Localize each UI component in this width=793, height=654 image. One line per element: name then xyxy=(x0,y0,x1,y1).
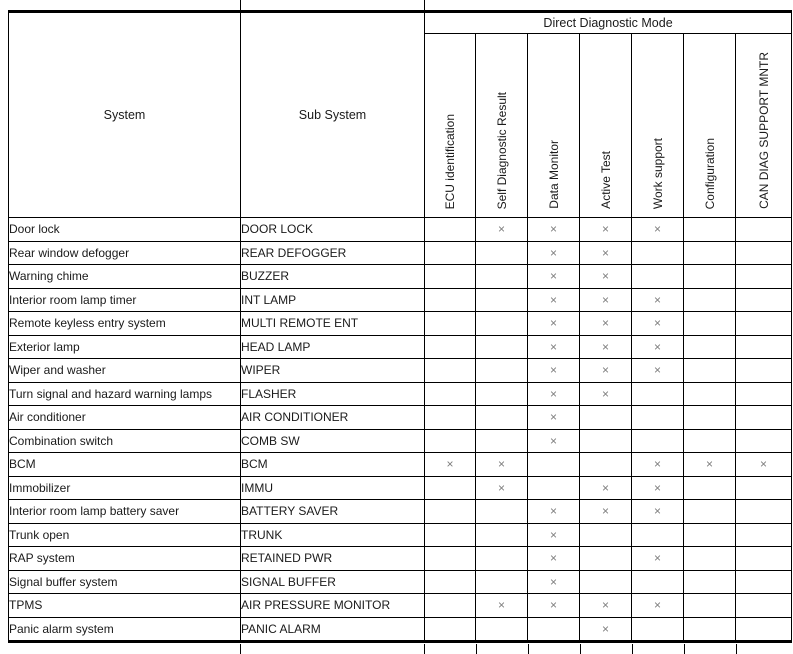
table-row xyxy=(9,241,792,265)
table-row xyxy=(9,476,792,500)
mark-cell-applicable: × xyxy=(528,382,580,406)
table-row xyxy=(9,265,792,289)
table-crop-line-top xyxy=(424,0,425,10)
mark-cell-empty xyxy=(580,570,632,594)
diagnostic-systems-table xyxy=(8,10,792,643)
mark-cell-empty xyxy=(476,547,528,571)
mark-cell-empty xyxy=(632,241,684,265)
sub-system-cell: HEAD LAMP xyxy=(241,335,425,359)
mark-cell-applicable: × xyxy=(476,594,528,618)
diag-col-header-label: ECU identification xyxy=(443,113,457,209)
sub-system-cell: MULTI REMOTE ENT xyxy=(241,312,425,336)
mark-cell-empty xyxy=(736,617,792,642)
header-row-group xyxy=(9,12,792,34)
mark-cell-empty xyxy=(425,241,476,265)
mark-cell-empty xyxy=(425,288,476,312)
mark-cell-applicable: × xyxy=(580,359,632,383)
mark-cell-empty xyxy=(476,570,528,594)
mark-cell-empty xyxy=(632,265,684,289)
col-header-direct-diagnostic-mode: Direct Diagnostic Mode xyxy=(425,12,792,34)
diag-col-header xyxy=(476,34,528,218)
sub-system-cell: AIR PRESSURE MONITOR xyxy=(241,594,425,618)
mark-cell-empty xyxy=(684,265,736,289)
mark-cell-empty xyxy=(425,312,476,336)
mark-cell-applicable: × xyxy=(476,453,528,477)
sub-system-cell: TRUNK xyxy=(241,523,425,547)
mark-cell-applicable: × xyxy=(528,335,580,359)
diag-col-header xyxy=(736,34,792,218)
mark-cell-empty xyxy=(736,429,792,453)
mark-cell-empty xyxy=(425,570,476,594)
table-row xyxy=(9,547,792,571)
mark-cell-empty xyxy=(580,453,632,477)
mark-cell-empty xyxy=(736,594,792,618)
system-cell: Panic alarm system xyxy=(9,617,241,642)
diag-col-header xyxy=(632,34,684,218)
mark-cell-empty xyxy=(476,500,528,524)
table-crop-line-top xyxy=(240,0,241,10)
mark-cell-empty xyxy=(476,335,528,359)
sub-system-cell: BATTERY SAVER xyxy=(241,500,425,524)
mark-cell-empty xyxy=(425,265,476,289)
system-cell: Immobilizer xyxy=(9,476,241,500)
mark-cell-empty xyxy=(684,500,736,524)
system-cell: Exterior lamp xyxy=(9,335,241,359)
table-crop-line-bottom xyxy=(476,644,477,654)
mark-cell-empty xyxy=(736,218,792,242)
system-cell: Combination switch xyxy=(9,429,241,453)
system-cell: Signal buffer system xyxy=(9,570,241,594)
mark-cell-applicable: × xyxy=(476,476,528,500)
mark-cell-applicable: × xyxy=(632,218,684,242)
diag-col-header-label: Active Test xyxy=(598,151,613,209)
mark-cell-empty xyxy=(684,312,736,336)
mark-cell-empty xyxy=(425,547,476,571)
system-cell: Wiper and washer xyxy=(9,359,241,383)
mark-cell-empty xyxy=(736,241,792,265)
system-cell: Trunk open xyxy=(9,523,241,547)
mark-cell-empty xyxy=(425,406,476,430)
mark-cell-applicable: × xyxy=(736,453,792,477)
system-cell: Interior room lamp timer xyxy=(9,288,241,312)
mark-cell-applicable: × xyxy=(580,594,632,618)
mark-cell-applicable: × xyxy=(632,359,684,383)
mark-cell-empty xyxy=(425,429,476,453)
mark-cell-empty xyxy=(736,476,792,500)
mark-cell-applicable: × xyxy=(528,288,580,312)
diag-col-header xyxy=(528,34,580,218)
mark-cell-empty xyxy=(684,406,736,430)
mark-cell-applicable: × xyxy=(528,523,580,547)
sub-system-cell: DOOR LOCK xyxy=(241,218,425,242)
mark-cell-empty xyxy=(684,547,736,571)
mark-cell-empty xyxy=(684,359,736,383)
system-cell: Air conditioner xyxy=(9,406,241,430)
mark-cell-empty xyxy=(476,359,528,383)
mark-cell-applicable: × xyxy=(528,406,580,430)
mark-cell-empty xyxy=(476,288,528,312)
system-cell: Turn signal and hazard warning lamps xyxy=(9,382,241,406)
mark-cell-empty xyxy=(425,500,476,524)
mark-cell-empty xyxy=(736,547,792,571)
mark-cell-applicable: × xyxy=(632,476,684,500)
sub-system-cell: INT LAMP xyxy=(241,288,425,312)
mark-cell-empty xyxy=(580,523,632,547)
sub-system-cell: BCM xyxy=(241,453,425,477)
mark-cell-empty xyxy=(736,570,792,594)
table-row xyxy=(9,335,792,359)
table-row xyxy=(9,453,792,477)
mark-cell-empty xyxy=(736,500,792,524)
mark-cell-applicable: × xyxy=(580,476,632,500)
mark-cell-applicable: × xyxy=(632,453,684,477)
table-row xyxy=(9,594,792,618)
mark-cell-applicable: × xyxy=(528,429,580,453)
sub-system-cell: FLASHER xyxy=(241,382,425,406)
mark-cell-empty xyxy=(736,406,792,430)
mark-cell-applicable: × xyxy=(425,453,476,477)
mark-cell-empty xyxy=(684,241,736,265)
mark-cell-empty xyxy=(632,406,684,430)
mark-cell-applicable: × xyxy=(632,500,684,524)
diag-col-header xyxy=(684,34,736,218)
mark-cell-applicable: × xyxy=(580,218,632,242)
table-row xyxy=(9,312,792,336)
system-cell: Warning chime xyxy=(9,265,241,289)
mark-cell-empty xyxy=(580,406,632,430)
col-header-system: System xyxy=(9,12,241,218)
mark-cell-empty xyxy=(684,476,736,500)
mark-cell-applicable: × xyxy=(528,241,580,265)
table-row xyxy=(9,359,792,383)
system-cell: Rear window defogger xyxy=(9,241,241,265)
diag-col-header-label: Self Diagnostic Result xyxy=(494,91,509,209)
mark-cell-empty xyxy=(528,476,580,500)
table-header xyxy=(9,12,792,218)
system-cell: Interior room lamp battery saver xyxy=(9,500,241,524)
mark-cell-empty xyxy=(476,617,528,642)
mark-cell-empty xyxy=(476,406,528,430)
mark-cell-empty xyxy=(684,570,736,594)
mark-cell-applicable: × xyxy=(632,335,684,359)
mark-cell-empty xyxy=(425,382,476,406)
mark-cell-applicable: × xyxy=(528,265,580,289)
mark-cell-applicable: × xyxy=(528,594,580,618)
mark-cell-empty xyxy=(736,335,792,359)
mark-cell-empty xyxy=(425,359,476,383)
mark-cell-applicable: × xyxy=(528,218,580,242)
sub-system-cell: IMMU xyxy=(241,476,425,500)
mark-cell-empty xyxy=(425,476,476,500)
mark-cell-empty xyxy=(684,594,736,618)
mark-cell-applicable: × xyxy=(580,265,632,289)
mark-cell-empty xyxy=(736,312,792,336)
mark-cell-empty xyxy=(528,617,580,642)
mark-cell-empty xyxy=(684,617,736,642)
col-header-sub-system: Sub System xyxy=(241,12,425,218)
table-row xyxy=(9,218,792,242)
mark-cell-applicable: × xyxy=(580,500,632,524)
table-row xyxy=(9,382,792,406)
mark-cell-empty xyxy=(425,218,476,242)
table-row xyxy=(9,429,792,453)
mark-cell-empty xyxy=(528,453,580,477)
table-row xyxy=(9,523,792,547)
mark-cell-applicable: × xyxy=(528,570,580,594)
mark-cell-applicable: × xyxy=(580,382,632,406)
sub-system-cell: REAR DEFOGGER xyxy=(241,241,425,265)
sub-system-cell: WIPER xyxy=(241,359,425,383)
diag-col-header-label: Data Monitor xyxy=(546,140,561,209)
mark-cell-empty xyxy=(476,265,528,289)
sub-system-cell: SIGNAL BUFFER xyxy=(241,570,425,594)
sub-system-cell: COMB SW xyxy=(241,429,425,453)
mark-cell-empty xyxy=(684,429,736,453)
diag-col-header xyxy=(425,34,476,218)
table-crop-line-bottom xyxy=(240,644,241,654)
mark-cell-empty xyxy=(632,570,684,594)
mark-cell-empty xyxy=(632,617,684,642)
mark-cell-empty xyxy=(684,218,736,242)
table-crop-line-bottom xyxy=(424,644,425,654)
system-cell: TPMS xyxy=(9,594,241,618)
system-cell: BCM xyxy=(9,453,241,477)
mark-cell-empty xyxy=(425,594,476,618)
mark-cell-empty xyxy=(736,523,792,547)
sub-system-cell: BUZZER xyxy=(241,265,425,289)
system-cell: Door lock xyxy=(9,218,241,242)
mark-cell-applicable: × xyxy=(632,594,684,618)
mark-cell-applicable: × xyxy=(476,218,528,242)
mark-cell-applicable: × xyxy=(528,547,580,571)
mark-cell-empty xyxy=(684,288,736,312)
table-row xyxy=(9,406,792,430)
mark-cell-applicable: × xyxy=(632,312,684,336)
table-row xyxy=(9,617,792,642)
table-row xyxy=(9,500,792,524)
mark-cell-empty xyxy=(476,312,528,336)
table-crop-line-bottom xyxy=(528,644,529,654)
mark-cell-empty xyxy=(736,359,792,383)
mark-cell-empty xyxy=(736,265,792,289)
table-body xyxy=(9,218,792,642)
sub-system-cell: PANIC ALARM xyxy=(241,617,425,642)
system-cell: Remote keyless entry system xyxy=(9,312,241,336)
mark-cell-empty xyxy=(580,429,632,453)
table-crop-line-bottom xyxy=(684,644,685,654)
mark-cell-empty xyxy=(632,382,684,406)
mark-cell-applicable: × xyxy=(580,241,632,265)
mark-cell-empty xyxy=(476,523,528,547)
mark-cell-empty xyxy=(684,335,736,359)
sub-system-cell: RETAINED PWR xyxy=(241,547,425,571)
mark-cell-empty xyxy=(684,523,736,547)
mark-cell-empty xyxy=(632,429,684,453)
mark-cell-empty xyxy=(632,523,684,547)
mark-cell-applicable: × xyxy=(580,335,632,359)
table-crop-line-bottom xyxy=(580,644,581,654)
mark-cell-applicable: × xyxy=(528,359,580,383)
mark-cell-empty xyxy=(425,335,476,359)
diag-col-header xyxy=(580,34,632,218)
mark-cell-applicable: × xyxy=(632,288,684,312)
diag-col-header-label: Configuration xyxy=(702,137,717,209)
mark-cell-applicable: × xyxy=(580,312,632,336)
mark-cell-empty xyxy=(476,382,528,406)
mark-cell-empty xyxy=(736,288,792,312)
table-row xyxy=(9,570,792,594)
table-crop-line-bottom xyxy=(632,644,633,654)
diag-col-header-label: CAN DIAG SUPPORT MNTR xyxy=(756,52,771,209)
mark-cell-empty xyxy=(684,382,736,406)
sub-system-cell: AIR CONDITIONER xyxy=(241,406,425,430)
mark-cell-applicable: × xyxy=(580,288,632,312)
mark-cell-applicable: × xyxy=(632,547,684,571)
diag-col-header-label: Work support xyxy=(650,137,665,209)
system-cell: RAP system xyxy=(9,547,241,571)
mark-cell-empty xyxy=(736,382,792,406)
mark-cell-empty xyxy=(476,241,528,265)
mark-cell-applicable: × xyxy=(528,312,580,336)
mark-cell-applicable: × xyxy=(580,617,632,642)
mark-cell-applicable: × xyxy=(528,500,580,524)
mark-cell-empty xyxy=(425,523,476,547)
mark-cell-empty xyxy=(476,429,528,453)
mark-cell-empty xyxy=(580,547,632,571)
table-crop-line-bottom xyxy=(736,644,737,654)
mark-cell-applicable: × xyxy=(684,453,736,477)
table-row xyxy=(9,288,792,312)
mark-cell-empty xyxy=(425,617,476,642)
